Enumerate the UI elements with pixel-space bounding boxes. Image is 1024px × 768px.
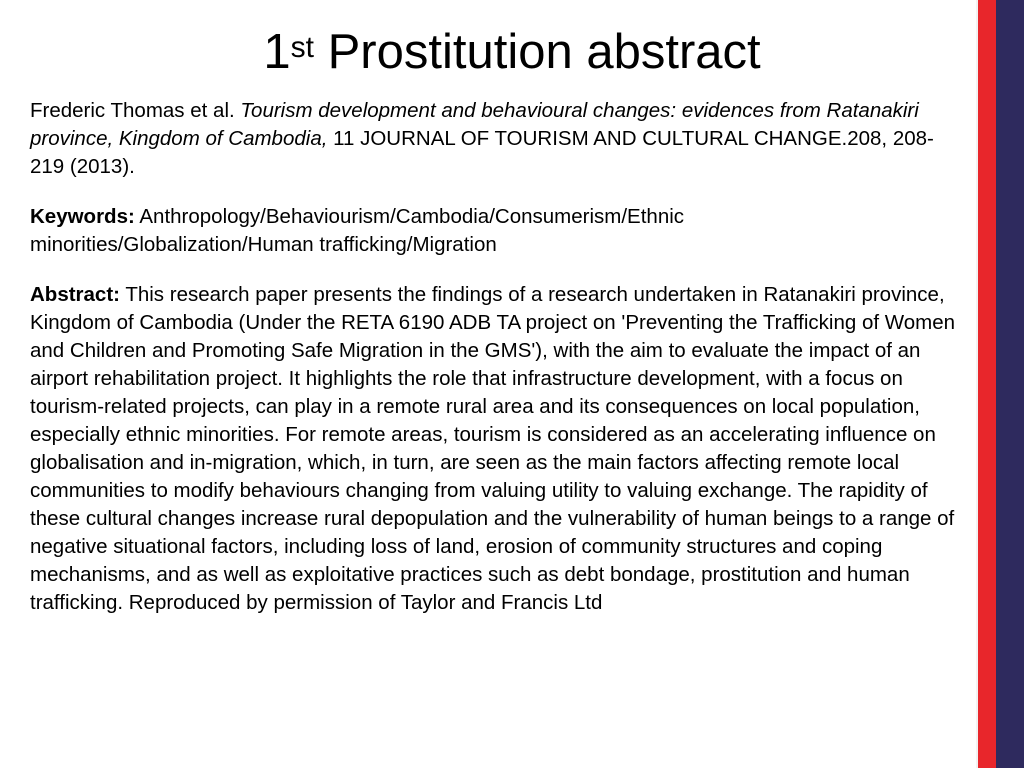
abstract-paragraph xyxy=(30,281,966,617)
keywords-paragraph xyxy=(30,203,966,259)
citation-authors: Frederic Thomas et al. xyxy=(30,99,241,122)
slide-title xyxy=(0,22,1024,82)
decorative-red-stripe xyxy=(978,0,996,768)
citation-article-title: Tourism development and behavioural changes: evidences from Ratanakiri province, Kingdom of Cambodia, xyxy=(30,99,919,150)
abstract-text: This research paper presents the findings of a research undertaken in Ratanakiri province, Kingdom of Cambodia (Under the RETA 6190 ADB TA project on 'Preventing the Trafficking of Women and Children and Promoting Safe Migration in the GMS'), with the aim to evaluate the impact of an airport rehabilitation project. It highlights the role that infrastructure development, with a focus on tourism-related projects, can play in a remote rural area and its consequences on local population, especially ethnic minorities. For remote areas, tourism is considered as an accelerating influence on globalisation and in-migration, which, in turn, are seen as the main factors affecting remote local communities to modify behaviours changing from valuing utility to valuing exchange. The rapidity of these cultural changes increase rural depopulation and the vulnerability of human beings to a range of negative situational factors, including loss of land, erosion of community structures and coping mechanisms, and as well as exploitative practices such as debt bondage, prostitution and human trafficking. Reproduced by permission of Taylor and Francis Ltd xyxy=(30,283,956,614)
title-number: 1 xyxy=(263,25,291,79)
decorative-navy-stripe xyxy=(996,0,1024,768)
abstract-label: Abstract: xyxy=(30,283,120,306)
citation-paragraph xyxy=(30,97,966,181)
keywords-label: Keywords: xyxy=(30,205,135,228)
title-superscript: st xyxy=(290,31,314,64)
title-text: Prostitution abstract xyxy=(327,25,761,79)
slide-body xyxy=(30,97,966,639)
keywords-text: Anthropology/Behaviourism/Cambodia/Consumerism/Ethnic minorities/Globalization/Human trafficking/Migration xyxy=(30,205,685,256)
citation-source: 11 JOURNAL OF TOURISM AND CULTURAL CHANGE.208, 208-219 (2013). xyxy=(30,127,934,178)
